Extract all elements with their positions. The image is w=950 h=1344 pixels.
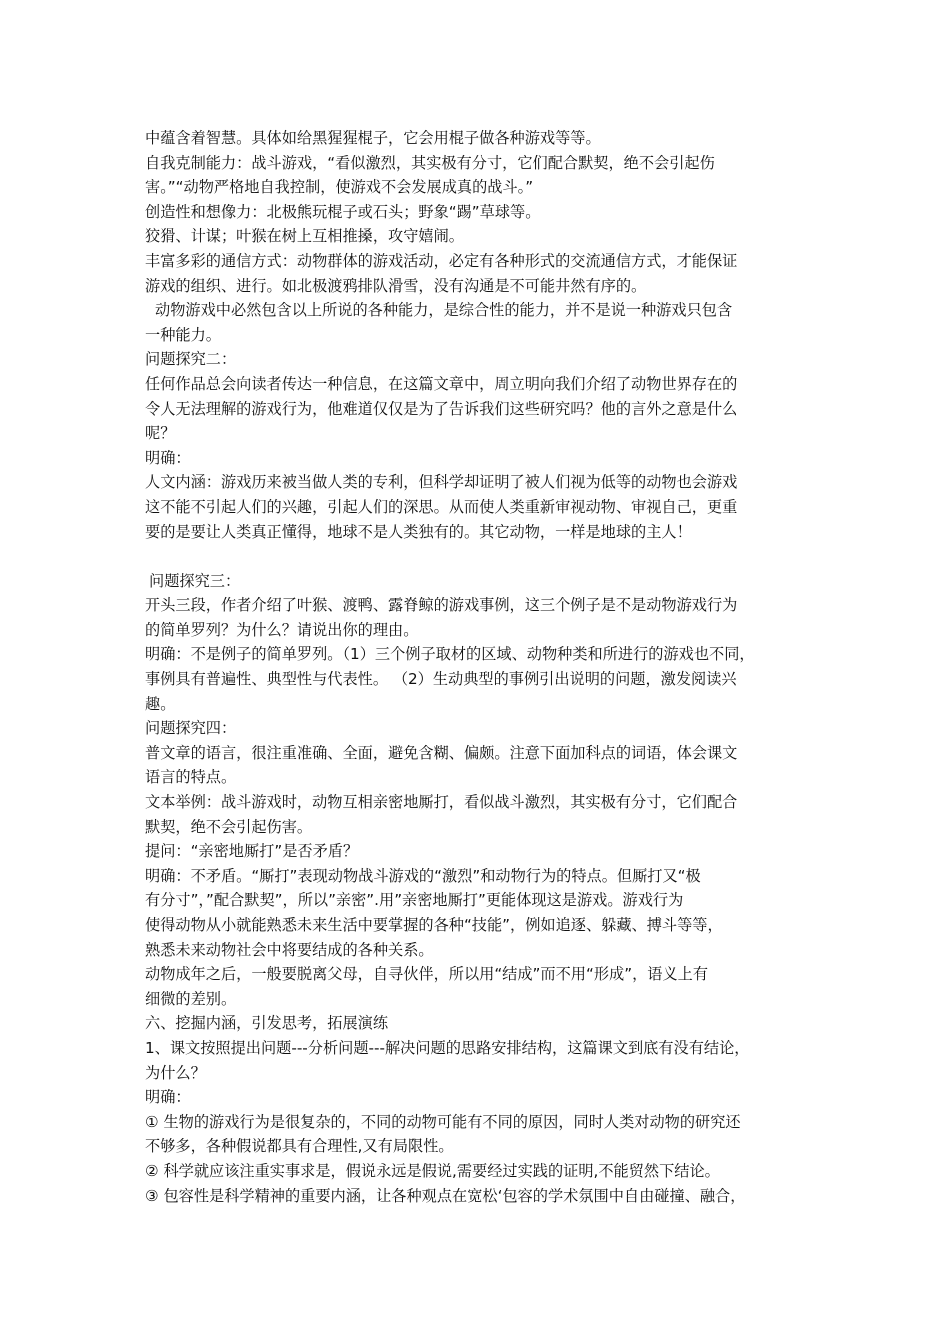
text-line: 默契，绝不会引起伤害。 — [145, 817, 313, 836]
text-line: 令人无法理解的游戏行为，他难道仅仅是为了告诉我们这些研究吗？他的言外之意是什么 — [145, 399, 738, 418]
text-line: 趣。 — [145, 694, 176, 713]
text-line: 文本举例：战斗游戏时，动物互相亲密地厮打，看似战斗激烈，其实极有分寸，它们配合 — [145, 793, 738, 812]
text-line: 明确： — [145, 1088, 191, 1107]
text-line: 1、课文按照提出问题---分析问题---解决问题的思路安排结构，这篇课文到底有没有结论， — [145, 1038, 750, 1057]
document-body — [145, 126, 813, 1208]
text-line: 游戏的组织、进行。如北极渡鸦排队滑雪，没有沟通是不可能井然有序的。 — [145, 276, 647, 295]
text-line: 语言的特点。 — [145, 768, 237, 787]
section-heading: 问题探究三： — [149, 571, 241, 590]
text-line: 不够多，各种假说都具有合理性,又有局限性。 — [145, 1137, 454, 1156]
section-heading: 问题探究四： — [145, 719, 237, 738]
text-line: 明确：不是例子的简单罗列。（1）三个例子取材的区域、动物种类和所进行的游戏也不同， — [145, 645, 755, 664]
text-line: 中蕴含着智慧。具体如给黑猩猩棍子，它会用棍子做各种游戏等等。 — [145, 129, 601, 147]
text-line: 有分寸”，”配合默契”，所以”亲密”.用”亲密地厮打”更能体现这是游戏。游戏行为 — [145, 891, 684, 910]
text-line: 为什么？ — [145, 1063, 206, 1082]
text-line: 明确： — [145, 448, 191, 467]
text-line: 细微的差别。 — [145, 989, 237, 1008]
text-line: 自我克制能力：战斗游戏，“看似激烈，其实极有分寸，它们配合默契，绝不会引起伤 — [145, 153, 715, 172]
text-line: 开头三段，作者介绍了叶猴、渡鸭、露脊鲸的游戏事例，这三个例子是不是动物游戏行为 — [145, 596, 738, 615]
text-line: 狡猾、计谋；叶猴在树上互相推搡，攻守嬉闹。 — [145, 227, 464, 246]
text-line: 一种能力。 — [145, 325, 221, 344]
text-line: 害。”“动物严格地自我控制，使游戏不会发展成真的战斗。” — [145, 178, 534, 197]
section-heading: 问题探究二： — [145, 350, 237, 369]
text-line: 呢？ — [145, 424, 176, 443]
text-line: 熟悉未来动物社会中将要结成的各种关系。 — [145, 940, 434, 959]
text-line: ① 生物的游戏行为是很复杂的，不同的动物可能有不同的原因，同时人类对动物的研究还 — [145, 1112, 741, 1131]
text-line: 动物成年之后，一般要脱离父母，自寻伙伴，所以用“结成”而不用“形成”，语义上有 — [145, 965, 709, 984]
text-line: 任何作品总会向读者传达一种信息，在这篇文章中，周立明向我们介绍了动物世界存在的 — [145, 374, 738, 393]
text-line: 人文内涵：游戏历来被当做人类的专利，但科学却证明了被人们视为低等的动物也会游戏 — [145, 473, 738, 492]
section-heading: 六、挖掘内涵，引发思考，拓展演练 — [145, 1014, 388, 1033]
text-line: 普文章的语言，很注重准确、全面，避免含糊、偏颇。注意下面加科点的词语，体会课文 — [145, 743, 738, 762]
text-line: 事例具有普遍性、典型性与代表性。 （2）生动典型的事例引出说明的问题，激发阅读兴 — [145, 670, 737, 689]
text-line: 的简单罗列？为什么？请说出你的理由。 — [145, 620, 419, 639]
text-line: 这不能不引起人们的兴趣，引起人们的深思。从而使人类重新审视动物、审视自己，更重 — [145, 497, 738, 516]
text-line: ② 科学就应该注重实事求是，假说永远是假说,需要经过实践的证明,不能贸然下结论。 — [145, 1161, 720, 1180]
text-line: 要的是要让人类真正懂得，地球不是人类独有的。其它动物，一样是地球的主人！ — [145, 522, 692, 541]
text-line: 创造性和想像力：北极熊玩棍子或石头；野象“踢”草球等。 — [145, 202, 541, 221]
text-line: ③ 包容性是科学精神的重要内涵，让各种观点在宽松‘包容的学术氛围中自由碰撞、融合， — [145, 1186, 746, 1205]
text-line: 明确：不矛盾。“厮打”表现动物战斗游戏的“激烈”和动物行为的特点。但厮打又“极 — [145, 866, 701, 885]
text-line: 使得动物从小就能熟悉未来生活中要掌握的各种“技能”，例如追逐、躲藏、搏斗等等， — [145, 916, 723, 934]
text-line: 动物游戏中必然包含以上所说的各种能力，是综合性的能力，并不是说一种游戏只包含 — [155, 301, 733, 320]
blank-line — [145, 544, 813, 569]
text-line: 丰富多彩的通信方式：动物群体的游戏活动，必定有各种形式的交流通信方式，才能保证 — [145, 251, 738, 270]
text-line: 提问：“亲密地厮打”是否矛盾？ — [145, 842, 359, 861]
